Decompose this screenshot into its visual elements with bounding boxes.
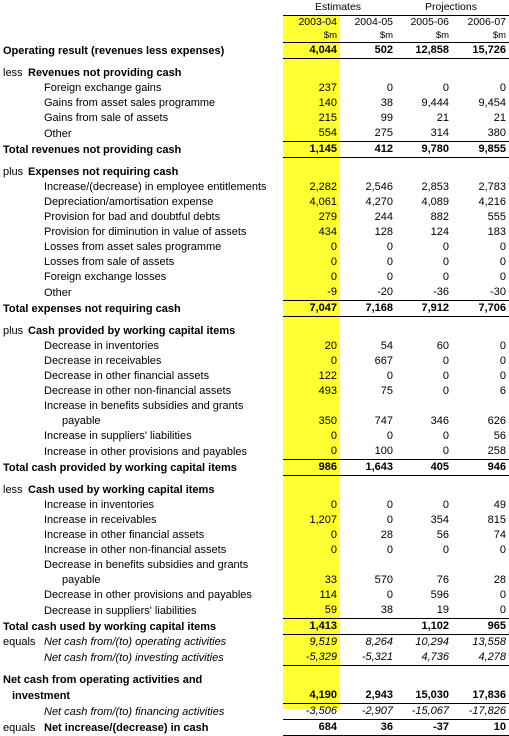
table-row xyxy=(0,180,509,195)
table-row xyxy=(0,210,509,225)
value-cell: 0 xyxy=(442,430,450,442)
value-cell: 0 xyxy=(386,514,394,526)
table-row xyxy=(0,255,509,270)
row-label: Foreign exchange gains xyxy=(44,82,162,94)
row-prefix: less xyxy=(3,67,23,79)
row-label: Increase in other non-financial assets xyxy=(44,544,227,556)
net-op-inv-heading xyxy=(0,673,509,688)
net-op-inv-row xyxy=(0,688,509,704)
row-label: Gains from sale of assets xyxy=(44,112,169,124)
row-label: Net cash from/(to) operating activities xyxy=(44,636,227,648)
value-cell: -20 xyxy=(377,286,394,298)
value-cell: 54 xyxy=(380,340,394,352)
row-label: Losses from asset sales programme xyxy=(44,241,222,253)
value-cell: 946 xyxy=(452,460,509,476)
row-label: Total cash used by working capital items xyxy=(3,620,217,633)
row-label: Cash used by working capital items xyxy=(28,484,215,496)
value-cell: 15,726 xyxy=(452,43,509,59)
value-cell: 75 xyxy=(380,385,394,397)
value-cell: 882 xyxy=(430,211,450,223)
value-cell: 0 xyxy=(330,499,337,511)
value-cell: 314 xyxy=(430,127,450,139)
row-label: Total expenses not requiring cash xyxy=(3,302,181,315)
net-financing-row xyxy=(0,704,509,720)
value-cell: 0 xyxy=(442,355,450,367)
value-cell: 626 xyxy=(487,415,507,427)
value-cell: 0 xyxy=(386,430,394,442)
row-label: Other xyxy=(44,286,72,299)
row-label: investment xyxy=(12,689,71,702)
header-group-row xyxy=(0,0,509,16)
value-cell: 4,216 xyxy=(478,196,507,208)
value-cell: 0 xyxy=(499,589,507,601)
value-cell: 114 xyxy=(319,589,337,601)
value-cell: 0 xyxy=(386,271,394,283)
value-cell: 74 xyxy=(493,529,507,541)
row-prefix: equals xyxy=(3,636,36,648)
value-cell: 0 xyxy=(442,82,450,94)
row-prefix: equals xyxy=(3,721,36,734)
table-row xyxy=(0,444,509,460)
row-prefix: plus xyxy=(3,325,24,337)
value-cell: 183 xyxy=(487,226,507,238)
table-row xyxy=(0,81,509,96)
value-cell: 570 xyxy=(374,574,394,586)
header-units-row xyxy=(0,29,509,43)
value-cell: 4,089 xyxy=(421,196,450,208)
value-cell: 19 xyxy=(436,604,450,616)
value-cell: 493 xyxy=(318,385,337,397)
value-cell: 4,190 xyxy=(283,688,340,704)
year-header: 2005-06 xyxy=(410,16,450,28)
row-label: Increase in suppliers' liabilities xyxy=(44,430,192,442)
value-cell: 502 xyxy=(340,43,396,59)
row-label: Gains from asset sales programme xyxy=(44,97,216,109)
value-cell: 4,736 xyxy=(396,650,452,666)
value-cell: 0 xyxy=(386,256,394,268)
table-row xyxy=(0,603,509,619)
value-cell: 4,061 xyxy=(309,196,337,208)
row-label: Decrease in other provisions and payables xyxy=(44,589,252,601)
estimates-header: Estimates xyxy=(283,0,396,16)
value-cell: 0 xyxy=(499,544,507,556)
row-label: Losses from sale of assets xyxy=(44,256,175,268)
year-header: 2006-07 xyxy=(467,16,507,28)
value-cell: 0 xyxy=(442,544,450,556)
value-cell: 405 xyxy=(396,460,452,476)
row-label: Operating result (revenues less expenses) xyxy=(3,44,225,57)
row-label: Cash provided by working capital items xyxy=(28,325,236,337)
row-label: Expenses not requiring cash xyxy=(28,166,179,178)
value-cell: 0 xyxy=(386,370,394,382)
unit-header: $m xyxy=(283,29,340,43)
row-label: payable xyxy=(62,415,101,427)
table-row xyxy=(0,96,509,111)
value-cell: -17,826 xyxy=(452,704,509,720)
value-cell: 4,270 xyxy=(365,196,394,208)
row-label: Net cash from/(to) financing activities xyxy=(44,705,225,718)
value-cell: 140 xyxy=(318,97,337,109)
table-row xyxy=(0,573,509,588)
row-label: Increase in other financial assets xyxy=(44,529,205,541)
table-row xyxy=(0,240,509,255)
value-cell: 346 xyxy=(430,415,450,427)
value-cell: 237 xyxy=(318,82,337,94)
value-cell: -5,321 xyxy=(340,650,396,666)
value-cell: 0 xyxy=(386,241,394,253)
row-label: Other xyxy=(44,127,72,140)
value-cell: 0 xyxy=(499,271,507,283)
value-cell: 1,643 xyxy=(340,460,396,476)
row-label: Decrease in inventories xyxy=(44,340,159,352)
value-cell: 215 xyxy=(318,112,337,124)
total-row xyxy=(0,460,509,476)
row-label: Total revenues not providing cash xyxy=(3,143,182,156)
value-cell: -36 xyxy=(433,286,450,298)
row-label: Provision for bad and doubtful debts xyxy=(44,211,221,223)
value-cell: 684 xyxy=(283,720,340,736)
value-cell: 100 xyxy=(374,445,394,457)
table-row xyxy=(0,399,509,414)
value-cell: 0 xyxy=(442,499,450,511)
value-cell xyxy=(340,619,396,635)
value-cell: 9,444 xyxy=(421,97,450,109)
value-cell: 7,168 xyxy=(340,301,396,317)
table-row xyxy=(0,339,509,354)
value-cell: 275 xyxy=(374,127,394,139)
value-cell: -9 xyxy=(327,286,337,298)
value-cell: 17,836 xyxy=(452,688,509,704)
value-cell: 21 xyxy=(436,112,450,124)
value-cell: 9,454 xyxy=(478,97,507,109)
table-row xyxy=(0,414,509,429)
value-cell: 56 xyxy=(436,529,450,541)
value-cell: 0 xyxy=(330,256,337,268)
value-cell: 0 xyxy=(442,271,450,283)
value-cell: 0 xyxy=(330,241,337,253)
section-heading-wc-used xyxy=(0,483,509,498)
unit-header: $m xyxy=(396,29,452,43)
value-cell: -30 xyxy=(490,286,507,298)
value-cell: 12,858 xyxy=(396,43,452,59)
value-cell: 0 xyxy=(386,82,394,94)
row-label: Decrease in receivables xyxy=(44,355,162,367)
value-cell: 6 xyxy=(499,385,507,397)
unit-header: $m xyxy=(340,29,396,43)
section-heading-expenses xyxy=(0,165,509,180)
value-cell: 434 xyxy=(318,226,337,238)
table-row xyxy=(0,558,509,573)
value-cell: 0 xyxy=(330,529,337,541)
value-cell: 13,558 xyxy=(472,636,507,648)
value-cell: 0 xyxy=(330,544,337,556)
value-cell: 2,853 xyxy=(421,181,450,193)
value-cell: 38 xyxy=(380,604,394,616)
value-cell: 33 xyxy=(324,574,337,586)
value-cell: 4,278 xyxy=(452,650,509,666)
table-row xyxy=(0,369,509,384)
section-heading-wc-provided xyxy=(0,324,509,339)
value-cell: 21 xyxy=(493,112,507,124)
value-cell: 380 xyxy=(487,127,507,139)
table-row xyxy=(0,270,509,285)
value-cell: 20 xyxy=(324,340,337,352)
row-prefix: plus xyxy=(3,166,24,178)
table-row xyxy=(0,384,509,399)
value-cell: 128 xyxy=(374,226,394,238)
row-label: Net increase/(decrease) in cash xyxy=(44,721,209,734)
table-row xyxy=(0,588,509,603)
value-cell: 60 xyxy=(436,340,450,352)
year-header: 2004-05 xyxy=(354,16,394,28)
value-cell: 9,519 xyxy=(309,636,337,648)
header-years-row xyxy=(0,16,509,30)
value-cell: 49 xyxy=(493,499,507,511)
value-cell: 76 xyxy=(436,574,450,586)
value-cell: 815 xyxy=(487,514,507,526)
section-heading-revenues xyxy=(0,66,509,81)
value-cell: 555 xyxy=(487,211,507,223)
value-cell: 1,102 xyxy=(396,619,452,635)
value-cell: -37 xyxy=(396,720,452,736)
value-cell: 0 xyxy=(499,355,507,367)
table-row xyxy=(0,528,509,543)
value-cell: 0 xyxy=(330,271,337,283)
table-row xyxy=(0,126,509,142)
value-cell: 0 xyxy=(330,445,337,457)
value-cell: 10 xyxy=(452,720,509,736)
row-prefix: less xyxy=(3,484,23,496)
value-cell: 2,783 xyxy=(478,181,507,193)
value-cell: 279 xyxy=(318,211,337,223)
net-operating-row xyxy=(0,635,509,651)
value-cell: 0 xyxy=(499,82,507,94)
unit-header: $m xyxy=(452,29,509,43)
total-row xyxy=(0,301,509,317)
value-cell: 596 xyxy=(430,589,450,601)
value-cell: 1,207 xyxy=(309,514,337,526)
row-label: Net cash from/(to) investing activities xyxy=(44,651,224,664)
value-cell: -15,067 xyxy=(396,704,452,720)
value-cell: 99 xyxy=(380,112,394,124)
table-row xyxy=(0,225,509,240)
row-label: Depreciation/amortisation expense xyxy=(44,196,214,208)
value-cell: 0 xyxy=(330,430,337,442)
value-cell: 2,282 xyxy=(309,181,337,193)
value-cell: 122 xyxy=(318,370,337,382)
value-cell: 412 xyxy=(340,142,396,158)
value-cell: 0 xyxy=(442,385,450,397)
row-label: Increase in other provisions and payables xyxy=(44,445,248,458)
value-cell: 0 xyxy=(442,256,450,268)
value-cell: 9,855 xyxy=(452,142,509,158)
table-row xyxy=(0,513,509,528)
value-cell: 4,044 xyxy=(283,43,340,59)
value-cell: 8,264 xyxy=(365,636,394,648)
row-label: Net cash from operating activities and xyxy=(3,674,203,686)
value-cell: 0 xyxy=(499,256,507,268)
table-row xyxy=(0,543,509,558)
row-label: Provision for diminution in value of assets xyxy=(44,226,247,238)
row-label: payable xyxy=(62,574,101,586)
value-cell: 56 xyxy=(493,430,507,442)
value-cell: 38 xyxy=(380,97,394,109)
value-cell: 7,706 xyxy=(452,301,509,317)
table-row xyxy=(0,111,509,126)
value-cell: 0 xyxy=(386,499,394,511)
value-cell: -3,506 xyxy=(283,704,340,720)
value-cell: 0 xyxy=(442,241,450,253)
value-cell: 0 xyxy=(442,370,450,382)
value-cell: 9,780 xyxy=(396,142,452,158)
value-cell: 7,047 xyxy=(283,301,340,317)
row-label: Increase in inventories xyxy=(44,499,155,511)
value-cell: -2,907 xyxy=(340,704,396,720)
value-cell: 2,943 xyxy=(340,688,396,704)
value-cell: 965 xyxy=(452,619,509,635)
row-label: Revenues not providing cash xyxy=(28,67,182,79)
value-cell: 986 xyxy=(283,460,340,476)
value-cell: 0 xyxy=(499,340,507,352)
value-cell: 0 xyxy=(330,355,337,367)
value-cell: 59 xyxy=(324,604,337,616)
table-row xyxy=(0,498,509,513)
value-cell: 124 xyxy=(430,226,450,238)
net-investing-row xyxy=(0,650,509,666)
value-cell: 36 xyxy=(340,720,396,736)
value-cell: 2,546 xyxy=(365,181,394,193)
value-cell: 244 xyxy=(374,211,394,223)
value-cell: 0 xyxy=(386,544,394,556)
value-cell: 1,145 xyxy=(283,142,340,158)
total-row xyxy=(0,619,509,635)
table-row xyxy=(0,285,509,301)
row-label: Decrease in other financial assets xyxy=(44,370,210,382)
value-cell: 0 xyxy=(386,589,394,601)
value-cell: 28 xyxy=(380,529,394,541)
value-cell: 0 xyxy=(442,445,450,457)
value-cell: 667 xyxy=(374,355,394,367)
table-row xyxy=(0,354,509,369)
value-cell: 1,413 xyxy=(283,619,340,635)
row-label: Increase in receivables xyxy=(44,514,157,526)
row-label: Increase/(decrease) in employee entitlements xyxy=(44,181,267,193)
projections-header: Projections xyxy=(396,0,509,16)
value-cell: 258 xyxy=(487,445,507,457)
value-cell: 747 xyxy=(374,415,394,427)
row-label: Decrease in other non-financial assets xyxy=(44,385,232,397)
value-cell: 0 xyxy=(499,370,507,382)
total-row xyxy=(0,142,509,158)
value-cell: 10,294 xyxy=(415,636,450,648)
row-label: Foreign exchange losses xyxy=(44,271,167,283)
net-increase-row xyxy=(0,720,509,736)
value-cell: 350 xyxy=(318,415,337,427)
row-label: Decrease in benefits subsidies and grants xyxy=(44,559,249,571)
row-label: Decrease in suppliers' liabilities xyxy=(44,604,197,617)
value-cell: 354 xyxy=(430,514,450,526)
value-cell: 15,030 xyxy=(396,688,452,704)
table-row xyxy=(0,429,509,444)
year-header: 2003-04 xyxy=(298,16,337,28)
row-label: Total cash provided by working capital items xyxy=(3,461,237,474)
operating-result-row xyxy=(0,43,509,59)
value-cell: 554 xyxy=(318,127,337,139)
table-row xyxy=(0,195,509,210)
value-cell: 28 xyxy=(493,574,507,586)
row-label: Increase in benefits subsidies and grants xyxy=(44,400,244,412)
value-cell: 7,912 xyxy=(396,301,452,317)
value-cell: -5,329 xyxy=(283,650,340,666)
value-cell: 0 xyxy=(499,241,507,253)
value-cell: 0 xyxy=(499,604,507,616)
